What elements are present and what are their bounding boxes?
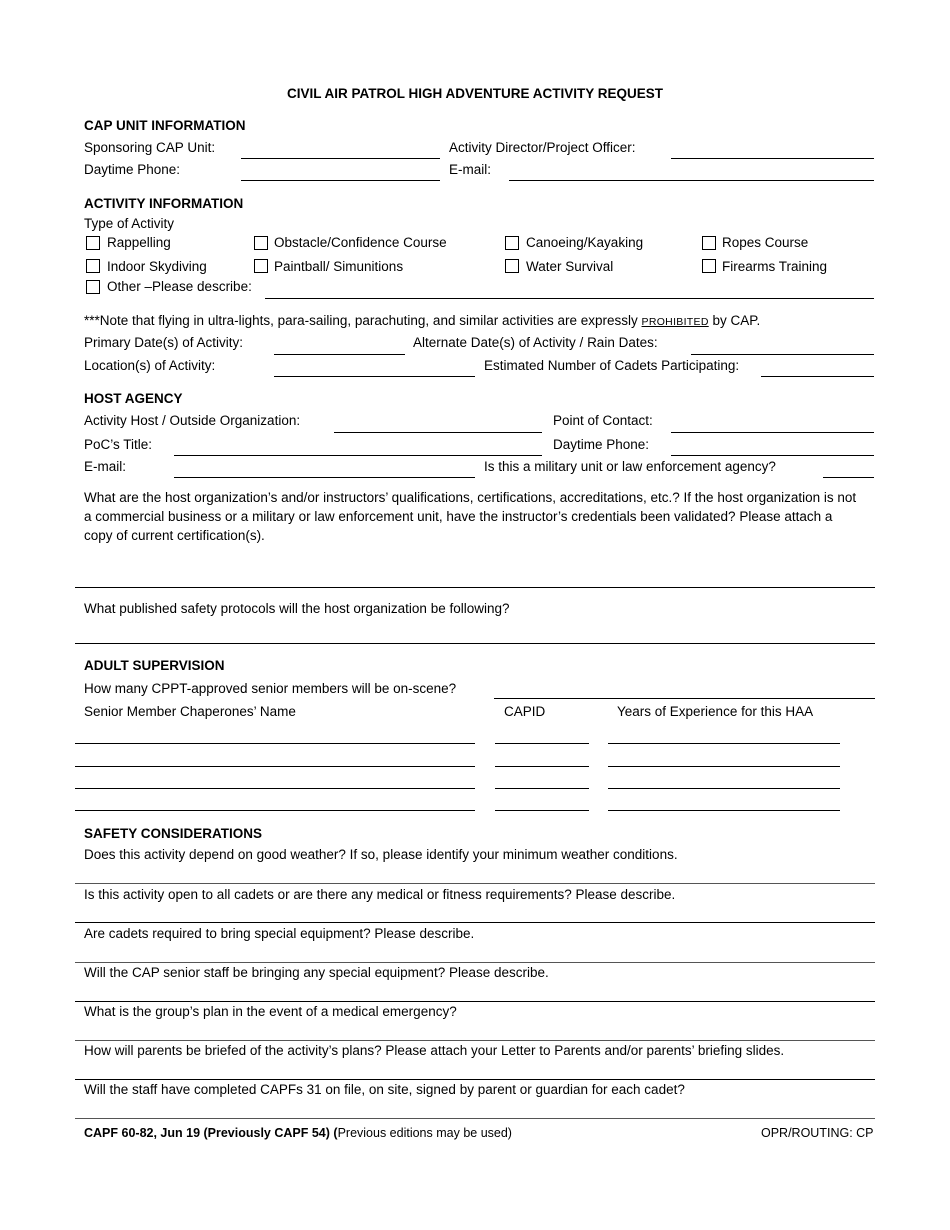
poc-title-label: PoC’s Title: [84, 437, 153, 452]
unit-email-label: E-mail: [449, 162, 492, 177]
activity-type-label: Type of Activity [84, 216, 175, 231]
capid-input-4[interactable] [495, 789, 589, 811]
host-agency-heading: HOST AGENCY [84, 391, 183, 406]
other-activity-checkbox[interactable] [86, 280, 100, 294]
other-activity-input[interactable] [265, 277, 874, 299]
years-input-4[interactable] [608, 789, 840, 811]
point-of-contact-label: Point of Contact: [553, 413, 653, 428]
ropes-course-label: Ropes Course [722, 235, 809, 250]
chaperone-name-input-2[interactable] [75, 745, 475, 767]
parent-briefing-question: How will parents be briefed of the activity’s plans? Please attach your Letter to Parents and/or parents’ briefing slides. [84, 1043, 785, 1058]
capid-input-2[interactable] [495, 745, 589, 767]
qualifications-question: What are the host organization’s and/or instructors’ qualifications, certifications, accreditations, etc.? If the host organization is not a commercial business or a military or law enforcement unit, have the instructor’s credentials been validated? Please attach a copy of current certification(s). [84, 490, 857, 543]
chaperone-name-input-3[interactable] [75, 767, 475, 789]
firearms-training-checkbox[interactable] [702, 259, 716, 273]
canoeing-label: Canoeing/Kayaking [526, 235, 644, 250]
cadet-equipment-answer-line[interactable] [75, 962, 875, 963]
safety-heading: SAFETY CONSIDERATIONS [84, 826, 263, 841]
medical-emergency-answer-line[interactable] [75, 1040, 875, 1041]
military-question-label: Is this a military unit or law enforcement agency? [484, 459, 776, 474]
routing-code: OPR/ROUTING: CP [761, 1126, 874, 1140]
senior-count-input[interactable] [494, 677, 875, 699]
sponsoring-unit-input[interactable] [241, 137, 440, 159]
water-survival-label: Water Survival [526, 259, 614, 274]
parent-briefing-answer-line[interactable] [75, 1079, 875, 1080]
years-input-2[interactable] [608, 745, 840, 767]
activity-director-input[interactable] [671, 137, 874, 159]
ropes-course-checkbox[interactable] [702, 236, 716, 250]
obstacle-course-checkbox[interactable] [254, 236, 268, 250]
staff-equipment-question: Will the CAP senior staff be bringing any special equipment? Please describe. [84, 965, 549, 980]
alternate-dates-input[interactable] [691, 333, 874, 355]
sponsoring-unit-label: Sponsoring CAP Unit: [84, 140, 216, 155]
senior-count-question: How many CPPT-approved senior members will be on-scene? [84, 681, 457, 696]
alternate-dates-label: Alternate Date(s) of Activity / Rain Dates: [413, 335, 658, 350]
prohibited-note: ***Note that flying in ultra-lights, para-sailing, parachuting, and similar activities are expressly PROHIBITED by CAP. [84, 313, 761, 328]
years-experience-header: Years of Experience for this HAA [617, 704, 814, 719]
host-phone-label: Daytime Phone: [553, 437, 650, 452]
paintball-checkbox[interactable] [254, 259, 268, 273]
years-input-1[interactable] [608, 722, 840, 744]
safety-protocols-question: What published safety protocols will the host organization be following? [84, 601, 510, 616]
point-of-contact-input[interactable] [671, 411, 874, 433]
form-identifier: CAPF 60-82, Jun 19 (Previously CAPF 54) (Previous editions may be used) [84, 1126, 512, 1140]
weather-question: Does this activity depend on good weather? If so, please identify your minimum weather conditions. [84, 847, 678, 862]
unit-email-input[interactable] [509, 159, 874, 181]
primary-dates-label: Primary Date(s) of Activity: [84, 335, 244, 350]
medical-emergency-question: What is the group’s plan in the event of a medical emergency? [84, 1004, 457, 1019]
host-org-label: Activity Host / Outside Organization: [84, 413, 301, 428]
host-email-input[interactable] [174, 456, 475, 478]
water-survival-checkbox[interactable] [505, 259, 519, 273]
other-activity-label: Other –Please describe: [107, 279, 252, 294]
poc-title-input[interactable] [174, 434, 542, 456]
host-phone-input[interactable] [671, 434, 874, 456]
rappelling-label: Rappelling [107, 235, 171, 250]
unit-info-heading: CAP UNIT INFORMATION [84, 118, 246, 133]
firearms-training-label: Firearms Training [722, 259, 828, 274]
chaperone-name-header: Senior Member Chaperones’ Name [84, 704, 296, 719]
activity-info-heading: ACTIVITY INFORMATION [84, 196, 244, 211]
chaperone-name-input-4[interactable] [75, 789, 475, 811]
canoeing-checkbox[interactable] [505, 236, 519, 250]
staff-equipment-answer-line[interactable] [75, 1001, 875, 1002]
form-title: CIVIL AIR PATROL HIGH ADVENTURE ACTIVITY REQUEST [286, 86, 664, 101]
locations-input[interactable] [274, 355, 475, 377]
activity-director-label: Activity Director/Project Officer: [449, 140, 636, 155]
capid-header: CAPID [504, 704, 546, 719]
host-org-input[interactable] [334, 411, 542, 433]
indoor-skydiving-label: Indoor Skydiving [107, 259, 207, 274]
chaperone-name-input-1[interactable] [75, 722, 475, 744]
locations-label: Location(s) of Activity: [84, 358, 216, 373]
indoor-skydiving-checkbox[interactable] [86, 259, 100, 273]
years-input-3[interactable] [608, 767, 840, 789]
primary-dates-input[interactable] [274, 333, 405, 355]
capf31-question: Will the staff have completed CAPFs 31 on file, on site, signed by parent or guardian for each cadet? [84, 1082, 685, 1097]
qualifications-answer-line[interactable] [75, 587, 875, 588]
unit-phone-label: Daytime Phone: [84, 162, 181, 177]
unit-phone-input[interactable] [241, 159, 440, 181]
host-email-label: E-mail: [84, 459, 127, 474]
military-answer-input[interactable] [823, 456, 874, 478]
weather-answer-line[interactable] [75, 883, 875, 884]
estimated-cadets-label: Estimated Number of Cadets Participating: [484, 358, 740, 373]
safety-protocols-answer-line[interactable] [75, 643, 875, 644]
estimated-cadets-input[interactable] [761, 355, 874, 377]
medical-requirements-answer-line[interactable] [75, 922, 875, 923]
rappelling-checkbox[interactable] [86, 236, 100, 250]
capf31-answer-line[interactable] [75, 1118, 875, 1119]
paintball-label: Paintball/ Simunitions [274, 259, 404, 274]
obstacle-course-label: Obstacle/Confidence Course [274, 235, 447, 250]
cadet-equipment-question: Are cadets required to bring special equipment? Please describe. [84, 926, 475, 941]
medical-requirements-question: Is this activity open to all cadets or are there any medical or fitness requirements? Please describe. [84, 887, 676, 902]
capid-input-1[interactable] [495, 722, 589, 744]
capid-input-3[interactable] [495, 767, 589, 789]
adult-supervision-heading: ADULT SUPERVISION [84, 658, 225, 673]
